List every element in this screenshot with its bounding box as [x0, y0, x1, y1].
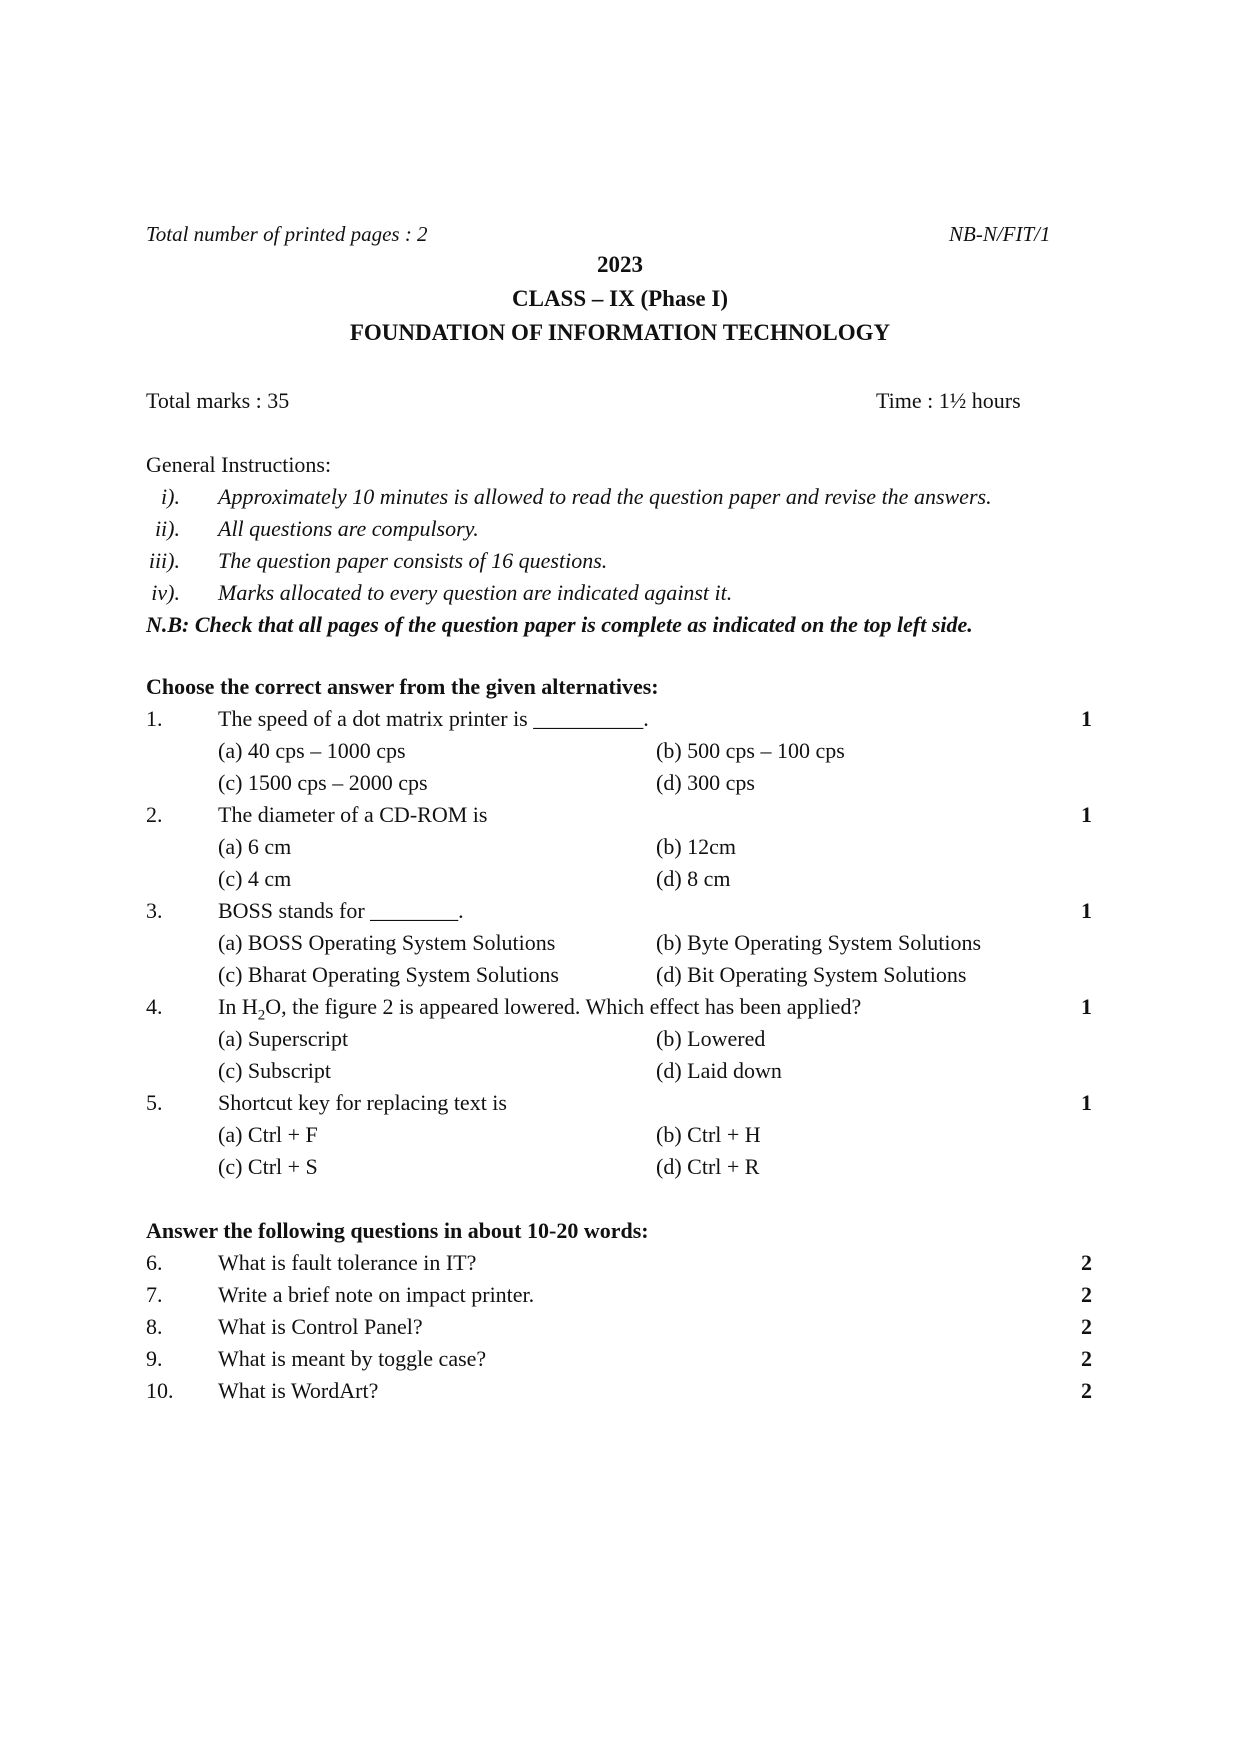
option-c: (c) Subscript — [218, 1058, 332, 1083]
instructions-heading: General Instructions: — [146, 452, 332, 477]
question-number: 5. — [146, 1090, 163, 1115]
question-marks: 2 — [1081, 1346, 1092, 1371]
question-text: What is WordArt? — [218, 1378, 379, 1403]
question-number: 1. — [146, 706, 163, 731]
option-b: (b) 500 cps – 100 cps — [656, 738, 845, 763]
paper-code: NB-N/FIT/1 — [949, 222, 1051, 246]
question-number: 4. — [146, 994, 163, 1019]
nb-note: N.B: Check that all pages of the question paper is complete as indicated on the top left side. — [146, 612, 973, 637]
question-text: Write a brief note on impact printer. — [218, 1282, 535, 1307]
question-marks: 1 — [1081, 898, 1092, 923]
instruction-number: iv). — [151, 580, 180, 605]
option-d: (d) 8 cm — [656, 866, 731, 891]
question-number: 9. — [146, 1346, 163, 1371]
question-marks: 1 — [1081, 994, 1092, 1019]
question-number: 10. — [146, 1378, 174, 1403]
option-c: (c) Ctrl + S — [218, 1154, 318, 1179]
subscript-digit: 2 — [257, 1007, 266, 1024]
instruction-text: Approximately 10 minutes is allowed to read the question paper and revise the answers. — [218, 484, 992, 509]
instruction-text: Marks allocated to every question are indicated against it. — [218, 580, 733, 605]
option-a: (a) 6 cm — [218, 834, 292, 859]
question-marks: 2 — [1081, 1314, 1092, 1339]
exam-year: 2023 — [597, 252, 643, 277]
question-number: 7. — [146, 1282, 163, 1307]
instruction-text: The question paper consists of 16 questions. — [218, 548, 608, 573]
instruction-text: All questions are compulsory. — [218, 516, 479, 541]
question-text-start: In H — [218, 994, 258, 1019]
option-c: (c) 1500 cps – 2000 cps — [218, 770, 428, 795]
question-marks: 2 — [1081, 1378, 1092, 1403]
question-marks: 1 — [1081, 1090, 1092, 1115]
question-text: What is Control Panel? — [218, 1314, 423, 1339]
question-number: 8. — [146, 1314, 163, 1339]
question-text: BOSS stands for ________. — [218, 898, 464, 923]
question-number: 2. — [146, 802, 163, 827]
option-a: (a) BOSS Operating System Solutions — [218, 930, 556, 955]
total-marks: Total marks : 35 — [146, 388, 290, 413]
section-a-heading: Choose the correct answer from the given alternatives: — [146, 674, 659, 699]
option-c: (c) 4 cm — [218, 866, 292, 891]
option-d: (d) Bit Operating System Solutions — [656, 962, 967, 987]
option-d: (d) 300 cps — [656, 770, 755, 795]
option-d: (d) Ctrl + R — [656, 1154, 760, 1179]
exam-subject: FOUNDATION OF INFORMATION TECHNOLOGY — [349, 320, 891, 345]
question-number: 6. — [146, 1250, 163, 1275]
option-a: (a) Ctrl + F — [218, 1122, 318, 1147]
question-text: Shortcut key for replacing text is — [218, 1090, 507, 1115]
option-a: (a) Superscript — [218, 1026, 349, 1051]
question-text: The diameter of a CD-ROM is — [218, 802, 488, 827]
question-text — [218, 994, 861, 1024]
exam-time: Time : 1½ hours — [876, 388, 1021, 413]
question-text: What is meant by toggle case? — [218, 1346, 487, 1371]
instruction-number: i). — [161, 484, 180, 509]
option-b: (b) Ctrl + H — [656, 1122, 761, 1147]
question-marks: 2 — [1081, 1250, 1092, 1275]
option-a: (a) 40 cps – 1000 cps — [218, 738, 406, 763]
option-b: (b) Byte Operating System Solutions — [656, 930, 982, 955]
option-d: (d) Laid down — [656, 1058, 782, 1083]
question-text: The speed of a dot matrix printer is __________. — [218, 706, 649, 731]
question-marks: 1 — [1081, 802, 1092, 827]
question-marks: 1 — [1081, 706, 1092, 731]
question-text: What is fault tolerance in IT? — [218, 1250, 477, 1275]
option-c: (c) Bharat Operating System Solutions — [218, 962, 559, 987]
question-number: 3. — [146, 898, 163, 923]
exam-class: CLASS – IX (Phase I) — [512, 286, 728, 311]
option-b: (b) 12cm — [656, 834, 737, 859]
printed-pages-note: Total number of printed pages : 2 — [146, 222, 428, 246]
instruction-number: ii). — [154, 516, 180, 541]
instruction-number: iii). — [148, 548, 180, 573]
question-marks: 2 — [1081, 1282, 1092, 1307]
question-text-end: O, the figure 2 is appeared lowered. Which effect has been applied? — [265, 994, 862, 1019]
option-b: (b) Lowered — [656, 1026, 766, 1051]
section-b-heading: Answer the following questions in about 10-20 words: — [146, 1218, 649, 1243]
